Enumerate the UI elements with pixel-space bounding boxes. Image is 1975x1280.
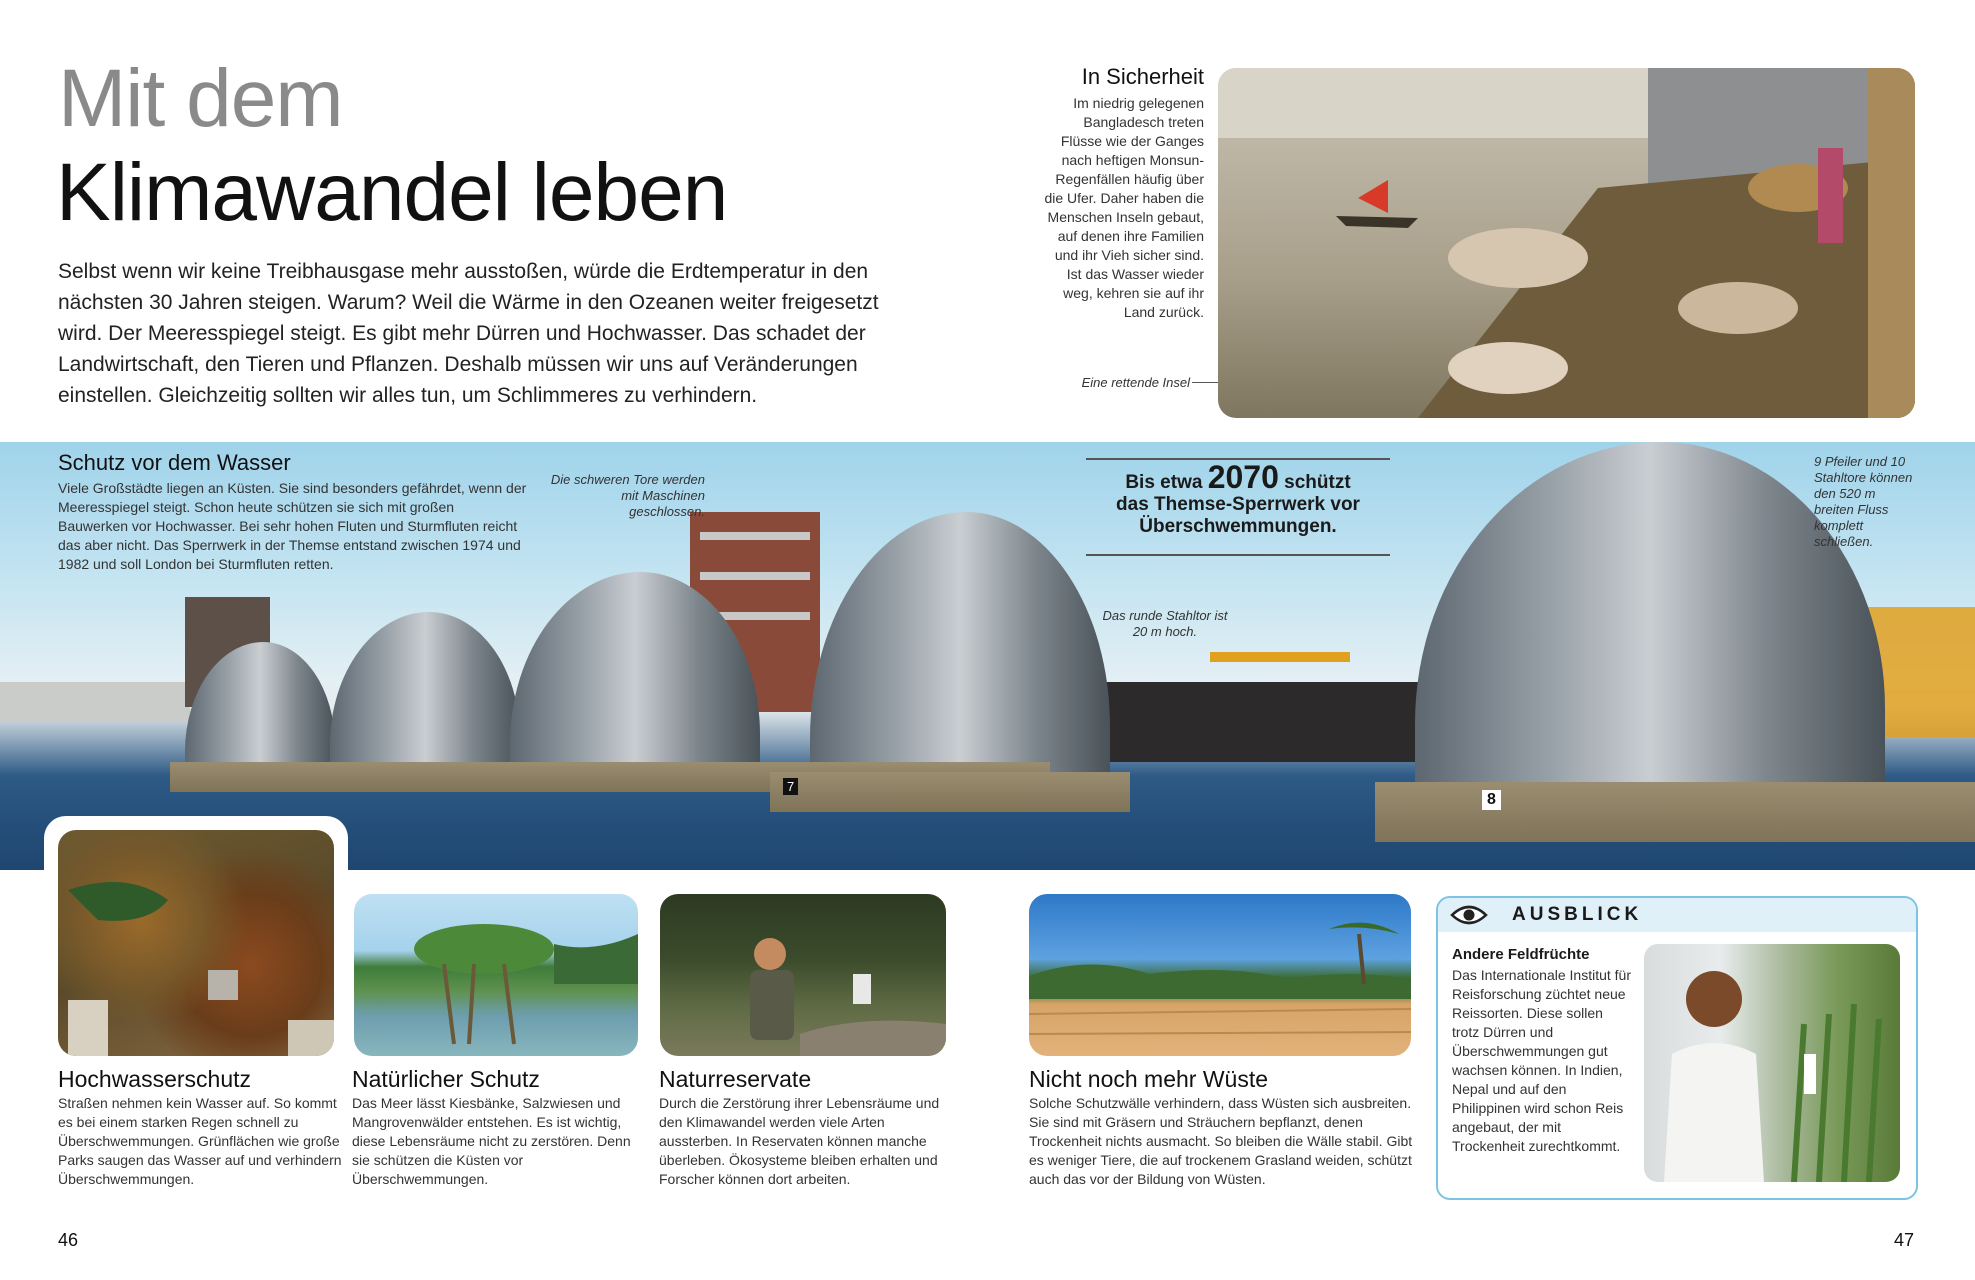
title-line-1: Mit dem bbox=[58, 53, 343, 144]
card-heading: Naturreservate bbox=[659, 1066, 812, 1092]
fact-box bbox=[1086, 458, 1390, 556]
bangladesh-island-photo bbox=[1218, 68, 1915, 418]
card-heading: Hochwasserschutz bbox=[58, 1066, 252, 1092]
park-photo-illustration bbox=[58, 830, 334, 1056]
barrier-pier bbox=[770, 772, 1130, 812]
desert-illustration bbox=[1029, 894, 1411, 1056]
sicherheit-photo-caption: Eine rettende Insel bbox=[1081, 375, 1190, 390]
fact-prefix: Bis etwa bbox=[1125, 472, 1203, 493]
card-heading: Natürlicher Schutz bbox=[352, 1066, 540, 1092]
card-text: Straßen nehmen kein Wasser auf. So kommt es bei einem starken Regen schnell zu Überschwemmungen. Grünflächen wie große Parks saugen das Wasser auf und verhindern Überschwemmungen. bbox=[58, 1095, 342, 1187]
researcher-illustration bbox=[660, 894, 946, 1056]
eye-icon bbox=[1450, 903, 1488, 927]
pier-number: 7 bbox=[783, 778, 798, 795]
rice-researcher-illustration bbox=[1644, 944, 1900, 1182]
schutz-text: Viele Großstädte liegen an Küsten. Sie sind besonders gefährdet, wenn der Meeresspiegel steigt. Schon heute schützen sie sich mit großen Bauwerken vor Hochwasser. Bei sehr hohen Fluten und Sturmfluten reicht das aber nicht. Das Sperrwerk in der Themse entstand zwischen 1974 und 1982 und soll London bei Sturmfluten retten. bbox=[58, 480, 527, 572]
researcher-forest-photo bbox=[660, 894, 946, 1056]
ausblick-header bbox=[1438, 898, 1916, 932]
page-number-left: 46 bbox=[58, 1230, 79, 1250]
note-tore: Die schweren Tore werden mit Maschinen geschlossen. bbox=[550, 472, 705, 519]
page-number-right: 47 bbox=[1894, 1230, 1915, 1250]
ausblick-box bbox=[1436, 896, 1918, 1200]
ausblick-heading: Andere Feldfrüchte bbox=[1452, 946, 1590, 963]
card-text: Das Meer lässt Kiesbänke, Salzwiesen und Mangrovenwälder entstehen. Es ist wichtig, diese Lebensräume nicht zu zerstören. Denn sie schützen die Küsten vor Überschwemmungen. bbox=[352, 1095, 631, 1187]
desert-barrier-photo bbox=[1029, 894, 1411, 1056]
fact-suffix: schützt bbox=[1284, 472, 1351, 493]
note-stahltor: Das runde Stahltor ist 20 m hoch. bbox=[1102, 608, 1228, 639]
pier-number: 8 bbox=[1482, 790, 1501, 810]
intro-paragraph: Selbst wenn wir keine Treibhausgase mehr ausstoßen, würde die Erdtemperatur in den nächsten 30 Jahren steigen. Warum? Weil die Wärme in den Ozeanen weiter freigesetzt wird. Der Meeresspiegel steigt. Es gibt mehr Dürren und Hochwasser. Das schadet der Landwirtschaft, den Tieren und Pflanzen. Deshalb müssen wir uns auf Veränderungen einstellen. Gleichzeitig sollten wir alles tun, um Schlimmeres zu verhindern. bbox=[58, 260, 879, 407]
card-heading: Nicht noch mehr Wüste bbox=[1029, 1066, 1269, 1092]
island-photo-illustration bbox=[1218, 68, 1915, 418]
ausblick-label: AUSBLICK bbox=[1512, 904, 1643, 925]
barrier-pier bbox=[1375, 782, 1975, 842]
sicherheit-text: Im niedrig gelegenen Bangladesch treten Flüsse wie der Ganges nach heftigen Monsun-Regenfällen häufig über die Ufer. Daher haben die Menschen Inseln gebaut, auf denen ihre Familien und ihr Vieh sicher sind. Ist das Wasser wieder weg, kehren sie auf ihr Land zurück. bbox=[1044, 95, 1204, 320]
page-title: Klimawandel leben bbox=[56, 147, 728, 238]
rice-researcher-photo bbox=[1644, 944, 1900, 1182]
ausblick-text: Das Internationale Institut für Reisforschung züchtet neue Reissorten. Diese sollen trotz Dürren und Überschwemmungen gut wachsen können. In Indien, Nepal und auf den Philippinen wird schon Reis angebaut, der mit Trockenheit zurechtkommt. bbox=[1452, 967, 1631, 1154]
mangrove-illustration bbox=[354, 894, 638, 1056]
note-pfeiler: 9 Pfeiler und 10 Stahltore können den 520 m breiten Fluss komplett schließen. bbox=[1814, 454, 1913, 549]
fact-year: 2070 bbox=[1207, 459, 1279, 495]
schutz-heading: Schutz vor dem Wasser bbox=[58, 450, 291, 475]
fact-line-2: das Themse-Sperrwerk vor bbox=[1116, 494, 1360, 515]
fact-line-3: Überschwemmungen. bbox=[1139, 516, 1337, 537]
caption-pointer-line bbox=[1192, 382, 1218, 383]
sicherheit-heading: In Sicherheit bbox=[1081, 64, 1204, 89]
park-aerial-photo bbox=[58, 830, 334, 1056]
card-text: Solche Schutzwälle verhindern, dass Wüsten sich ausbreiten. Sie sind mit Gräsern und Sträuchern bepflanzt, denen Trockenheit nichts ausmacht. So bleiben die Wälle stabil. Gibt es weniger Tiere, die auf trockenem Grasland weiden, schützt auch das vor der Bildung von Wüsten. bbox=[1029, 1095, 1413, 1187]
card-text: Durch die Zerstörung ihrer Lebensräume und den Klimawandel werden viele Arten aussterben. In Reservaten können manche überleben. Ökosysteme bleiben erhalten und Forscher können dort arbeiten. bbox=[659, 1095, 940, 1187]
mangrove-photo bbox=[354, 894, 638, 1056]
